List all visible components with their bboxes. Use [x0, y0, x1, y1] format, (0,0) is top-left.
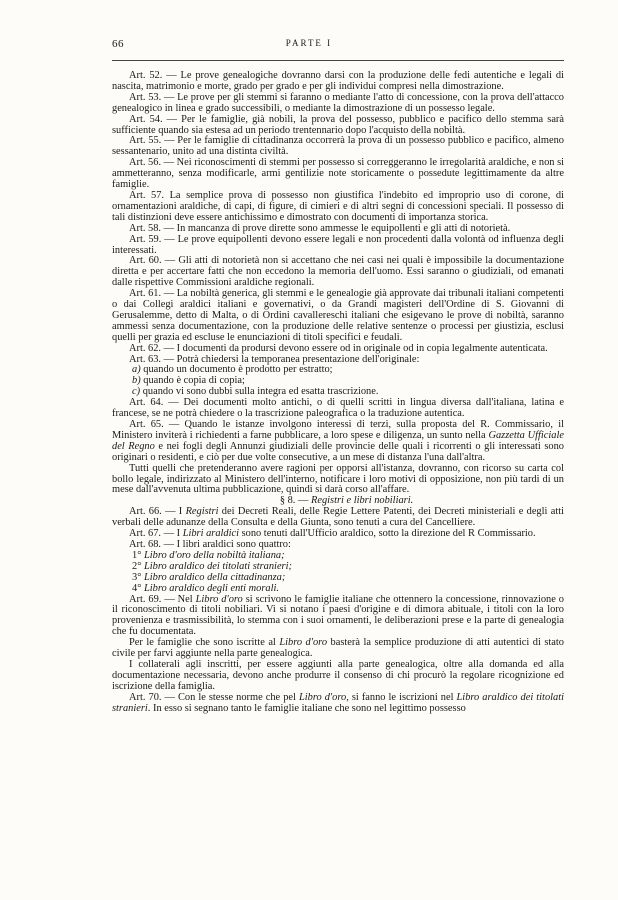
art-63-item-b: b) quando è copia di copia;: [132, 375, 245, 387]
paragraph-art-64: Art. 64. — Dei documenti molto antichi, o di quelli scritti in lingua diversa dall'italiana, latina e francese, se ne potrà chiedere o la trascrizione paleografica o la traduzione autentica.: [112, 397, 564, 420]
paragraph-art-63: Art. 63. — Potrà chiedersi la temporanea presentazione dell'originale:: [129, 353, 420, 365]
paragraph-art-68: Art. 68. — I libri araldici sono quattro:: [129, 538, 291, 550]
paragraph-art-59: Art. 59. — Le prove equipollenti devono essere legali e non procedenti dalla volontà od influenza degli interessati.: [112, 233, 564, 256]
paragraph-collaterali: I collaterali agli inscritti, per essere aggiunti alla parte genealogica, oltre alla domanda ed alla documentazione necessaria, devono anche produrre il consenso di chi procurò la regolare ricognizione ed iscrizione della famiglia.: [112, 658, 564, 692]
paragraph-art-61: Art. 61. — La nobiltà generica, gli stemmi e le genealogie già approvate dai tribunali italiani competenti o dai Collegi araldici italiani e governativi, o da Grandi magisteri dell'Ordine di S. Giovanni di Gerusalemme, detto di Malta, o di Ordini cavallereschi italiani che esigevano le prove di nobiltà, saranno ammessi senza documentazione, con la produzione delle relative sentenze o processi per giustizia, esclusi quelli per grazia ed escluse le enunciazioni di titoli specifici e feudali.: [112, 288, 564, 343]
header-rule: [112, 60, 564, 61]
paragraph-famiglie-iscritte: Per le famiglie che sono iscritte al Libro d'oro basterà la semplice produzione di atti autentici di stato civile per farvi aggiunte nella parte genealogica.: [112, 637, 564, 660]
art-68-item-1: 1° Libro d'oro della nobiltà italiana;: [132, 549, 285, 561]
paragraph-art-57: Art. 57. La semplice prova di possesso non giustifica l'indebito ed improprio uso di corone, di ornamentazioni araldiche, di capi, di figure, di cimieri e di altri segni di concessioni speciali. Il possesso di tali distinzioni deve essere antichissimo e dimostrato con documenti di importanza storica.: [112, 189, 564, 223]
paragraph-art-55: Art. 55. — Per le famiglie di cittadinanza occorrerà la prova di un possesso pubblico e pacifico, almeno sessantenario, unito ad una distinta civiltà.: [112, 135, 564, 158]
paragraph-art-60: Art. 60. — Gli atti di notorietà non si accettano che nei casi nei quali è impossibile la documentazione diretta e per accertare fatti che non eccedono la memoria dell'uomo. Essi saranno o giudiziali, od emanati dalle rispettive Commissioni araldiche regionali.: [112, 255, 564, 289]
paragraph-art-62: Art. 62. — I documenti da prodursi devono essere od in originale od in copia legalmente autenticata.: [129, 342, 548, 354]
art-63-item-a: a) quando un documento è prodotto per estratto;: [132, 364, 333, 376]
art-68-item-4: 4° Libro araldico degli enti morali.: [132, 582, 279, 594]
paragraph-art-69: Art. 69. — Nel Libro d'oro si scrivono le famiglie italiane che ottennero la concessione, rinnovazione o il riconoscimento di titoli nobiliari. Vi si notano i paesi d'origine e di dimora abituale, i titoli con la loro provenienza e trasmissibilità, lo stemma con i suoi ornamenti, le deliberazioni prese e la parte di genealogia che fu documentata.: [112, 593, 564, 638]
art-68-item-2: 2° Libro araldico dei titolati stranieri;: [132, 560, 292, 572]
running-head: PARTE I: [285, 38, 333, 48]
paragraph-art-58: Art. 58. — In mancanza di prove dirette sono ammesse le equipollenti e gli atti di notorietà.: [129, 222, 511, 234]
paragraph-opposition: Tutti quelli che pretenderanno avere ragioni per opporsi all'istanza, dovranno, con ricorso su carta col bollo legale, indirizzato al Ministero dell'interno, notificare i loro motivi di opposizione, non più tardi di un mese dall'avvenuta ultima pubblicazione, quindi si darà corso all'affare.: [112, 462, 564, 496]
art-68-item-3: 3° Libro araldico della cittadinanza;: [132, 571, 286, 583]
page-body: [112, 71, 564, 714]
section-heading: § 8. — Registri e libri nobiliari.: [279, 495, 414, 507]
paragraph-art-56: Art. 56. — Nei riconoscimenti di stemmi per possesso si correggeranno le irregolarità araldiche, e non si ammetteranno, senza modificarle, armi gentilizie note storicamente o possedute legittimamente da altre famiglie.: [112, 157, 564, 191]
paragraph-art-54: Art. 54. — Per le famiglie, già nobili, la prova del possesso, pubblico e pacifico dello stemma sarà sufficiente quando sia estesa ad un periodo trentennario dopo l'acquisto della nobiltà.: [112, 113, 564, 136]
paragraph-art-52: Art. 52. — Le prove genealogiche dovranno darsi con la produzione delle fedi autentiche e legali di nascita, matrimonio e morte, grado per grado e per gli individui compresi nella dimostrazione.: [112, 70, 564, 92]
page-header: [0, 38, 618, 54]
paragraph-art-70: Art. 70. — Con le stesse norme che pel Libro d'oro, si fanno le iscrizioni nel Libro araldico dei titolati stranieri. In esso si segnano tanto le famiglie italiane che sono nel legittimo possesso: [112, 691, 564, 714]
paragraph-art-53: Art. 53. — Le prove per gli stemmi si faranno o mediante l'atto di concessione, con la prova dell'attacco genealogico in linea e grado successibili, o mediante la dimostrazione di un possesso legale.: [112, 91, 564, 114]
page-number: 66: [112, 38, 124, 50]
paragraph-art-65: Art. 65. — Quando le istanze involgono interessi di terzi, sulla proposta del R. Commissario, il Ministero inviterà i richiedenti a farne pubblicare, a loro spese e diligenza, un sunto nella Gazzetta Ufficiale del Regno e nei fogli degli Annunzi giudiziali delle provincie delle quali i ricorrenti o gli interessati sono originari o residenti, e ciò per due volte consecutive, a un mese di distanza l'una dall'altra.: [112, 419, 564, 463]
paragraph-art-66: Art. 66. — I Registri dei Decreti Reali, delle Regie Lettere Patenti, dei Decreti ministeriali e degli atti verbali delle adunanze della Consulta e della Giunta, sono tenuti a cura del Cancelliere.: [112, 506, 564, 529]
art-63-item-c: c) quando vi sono dubbi sulla integra ed esatta trascrizione.: [132, 386, 379, 398]
paragraph-art-67: Art. 67. — I Libri araldici sono tenuti dall'Ufficio araldico, sotto la direzione del R Commissario.: [129, 528, 536, 540]
